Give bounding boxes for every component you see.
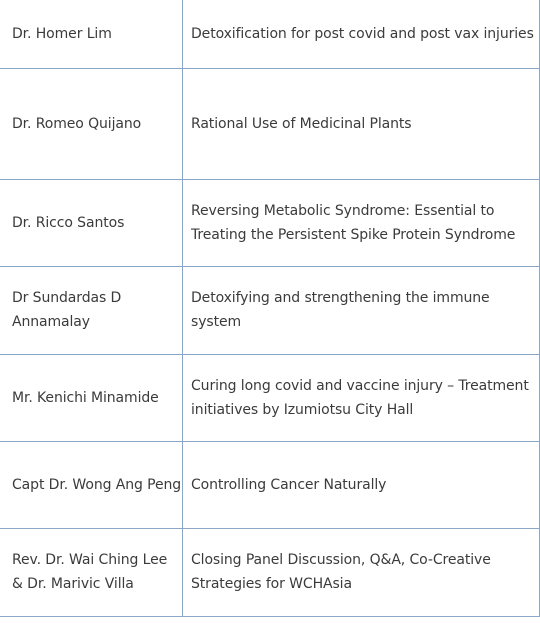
table-row: [0, 441, 540, 528]
topic-cell: Closing Panel Discussion, Q&A, Co-Creative Strategies for WCHAsia: [183, 528, 540, 616]
table-row: [0, 68, 540, 179]
speaker-name-cell: Dr. Romeo Quijano: [0, 68, 183, 179]
topic-cell: Detoxifying and strengthening the immune system: [183, 266, 540, 354]
table-row: [0, 354, 540, 441]
table-row: [0, 528, 540, 616]
topic-cell: Detoxification for post covid and post vax injuries: [183, 0, 540, 68]
speaker-name-cell: Dr. Ricco Santos: [0, 179, 183, 266]
topic-cell: Rational Use of Medicinal Plants: [183, 68, 540, 179]
table-row: [0, 179, 540, 266]
speaker-name-cell: Mr. Kenichi Minamide: [0, 354, 183, 441]
speaker-name-cell: Rev. Dr. Wai Ching Lee & Dr. Marivic Villa: [0, 528, 183, 616]
topic-cell: Controlling Cancer Naturally: [183, 441, 540, 528]
speaker-name-cell: Dr. Homer Lim: [0, 0, 183, 68]
table-row: [0, 0, 540, 68]
speaker-name-cell: Capt Dr. Wong Ang Peng: [0, 441, 183, 528]
speaker-name-cell: Dr Sundardas D Annamalay: [0, 266, 183, 354]
topic-cell: Curing long covid and vaccine injury – Treatment initiatives by Izumiotsu City Hall: [183, 354, 540, 441]
table-row: [0, 266, 540, 354]
topic-cell: Reversing Metabolic Syndrome: Essential to Treating the Persistent Spike Protein Syndrome: [183, 179, 540, 266]
